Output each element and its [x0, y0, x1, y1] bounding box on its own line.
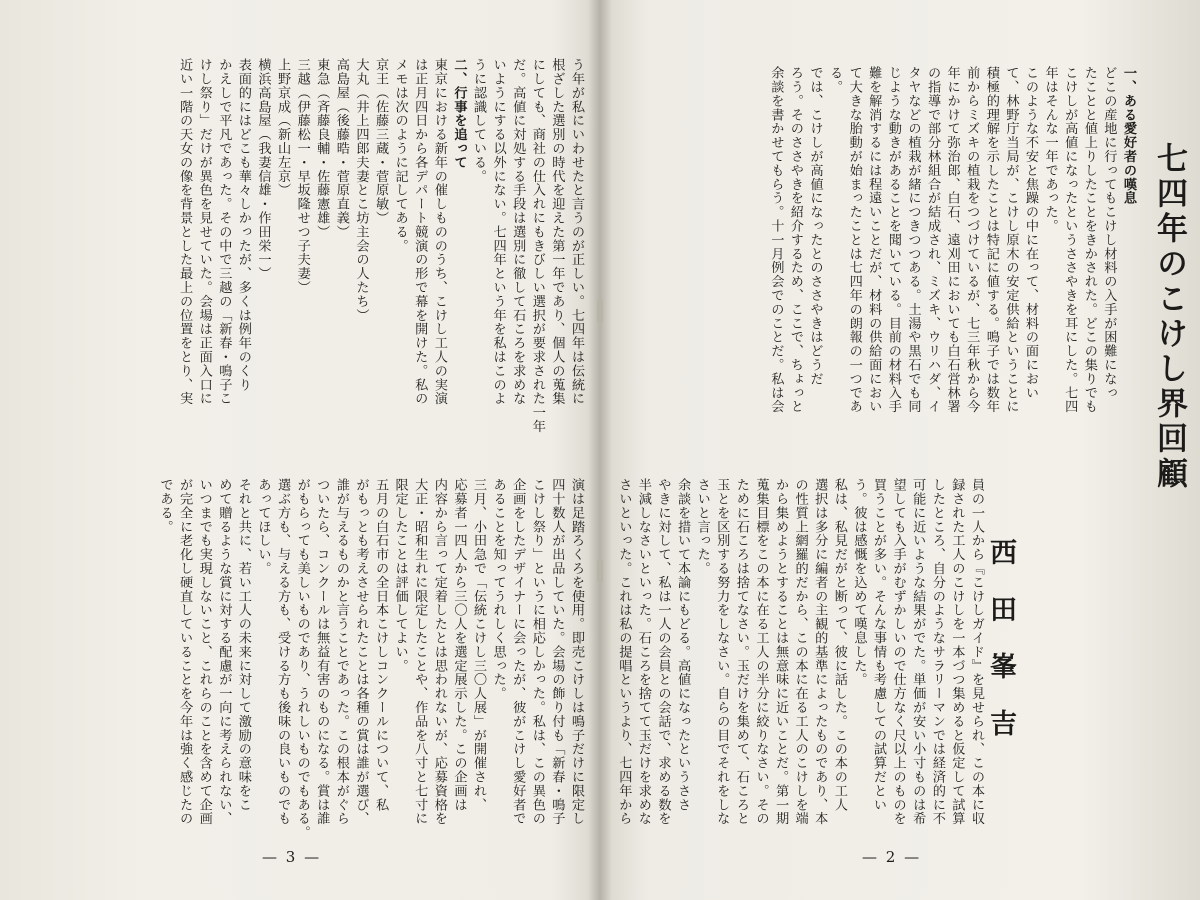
text-column: けし祭り」だけが異色を見せていた。会場は正面入口に [196, 58, 212, 406]
text-column: それと共に、若い工人の未来に対して激励の意味をこ [235, 478, 251, 812]
text-column: 高島屋（後藤晧・菅原直義） [333, 58, 349, 239]
text-column: が完全に老化し硬直していることを今年は強く感じたの [177, 478, 193, 826]
text-column: 限定したことは評価してよい。 [392, 478, 408, 673]
text-column: う。彼は感慨を込めて嘆息した。 [851, 478, 867, 687]
right-page [600, 0, 1200, 900]
text-column: メモは次のように記してある。 [392, 58, 408, 253]
text-column: にしても、商社の仕入れにもきびしい選択が要求された一年 [529, 58, 545, 434]
text-column: 難を解消するには程遠いことだが、材料の供給面におい [866, 66, 882, 414]
text-column: 前からミズキの植栽をつづけているが、七三年秋から今 [964, 66, 980, 414]
text-column: 選ぶ方も、与える方も、受ける方も後味の良いものでも [275, 478, 291, 826]
text-column: あることを知ってうれしく思った。 [490, 478, 506, 701]
section-heading: 二、行事を追って [451, 58, 467, 170]
text-column: て大きな胎動が始まったことは七四年の朗報の一つであ [846, 66, 862, 414]
text-column: 余談を書かせてもらう。十一月例会でのことだ。私は会 [768, 66, 784, 414]
text-column: 三月、小田急で「伝統こけし三〇人展」が開催され、 [471, 478, 487, 812]
text-column: たことと値上りしたことをきかされた。どこの集りでも [1081, 66, 1097, 414]
section-heading: 一、ある愛好者の嘆息 [1121, 66, 1136, 205]
text-column: めて贈るような賞に対する配慮が一向に考えられない、 [216, 478, 232, 826]
text-column: がもらっても美しいものであり、うれしいものでもある。 [294, 478, 310, 840]
text-column: である。 [157, 478, 173, 534]
author-name: 西田峯吉 [985, 538, 1016, 766]
text-column: 玉とを区別する努力をしなさい。自らの目でそれをしな [714, 478, 730, 826]
text-column: 上野京成（新山左京） [275, 58, 291, 197]
text-column: 京王（佐藤三蔵・菅原敏） [373, 58, 389, 225]
text-column: さいといった。これは私の提唱というより、七四年から [616, 478, 632, 826]
text-column: 五月の白石市の全日本こけしコンクールについて、私 [373, 478, 389, 812]
text-column: 近い一階の天女の像を背景とした最上の位置をとり、実 [177, 58, 193, 406]
text-column: 演は足踏ろくろを使用。即売こけしは鳴子だけに限定し [569, 478, 584, 826]
text-column: 録された工人のこけしを一本づつ集めると仮定して試算 [949, 478, 965, 826]
right-page-number: — 2 — [862, 848, 922, 866]
text-column: では、こけしが高値になったとのささやきはどうだ [807, 66, 823, 386]
text-column: このような不安と焦躁の中に在って、材料の面におい [1023, 66, 1039, 400]
text-column: て、林野庁当局が、こけし原木の安定供給ということに [1003, 66, 1019, 414]
text-column: だ。高値に対処する手段は選別に徹して石ころを求めな [510, 58, 526, 406]
text-column: ろう。そのささやきを紹介するため、ここで、ちょっと [787, 66, 803, 414]
text-column: 横浜高島屋（我妻信雄・作田栄一） [255, 58, 271, 281]
text-column: の性質上網羅的だから、この本に在る工人のこけしを端 [792, 478, 808, 826]
text-column: 誰が与えるものかと言うことであった。この根本がぐら [333, 478, 349, 826]
text-column: したところ、自分のようなサラリーマンでは経済的に不 [929, 478, 945, 826]
right-page-top-text [766, 66, 1138, 414]
text-column: 買うことが多い。そんな事情も考慮しての試算だとい [871, 478, 887, 812]
text-column: 根ざした選別の時代を迎えた第一年であり、個人の蒐集 [549, 58, 565, 406]
text-column: ために石ころは捨てなさい。玉だけを集めて、石ころと [733, 478, 749, 826]
left-page-top-text [175, 58, 586, 434]
text-column: タヤなどの植栽が緒につきつつある。土湯や黒石でも同 [905, 66, 921, 414]
text-column: 大正・昭和生れに限定したことや、作品を八寸と七寸に [412, 478, 428, 826]
text-column: 蒐集目標をこの本に在る工人の半分に絞りなさい。その [753, 478, 769, 826]
text-column: 余談を措いて本論にもどる。高値になったというささ [675, 478, 691, 812]
text-column: あってほしい。 [255, 478, 271, 576]
text-column: うに認識している。 [471, 58, 487, 184]
text-column: どこの産地に行ってもこけし材料の入手が困難になっ [1101, 66, 1117, 400]
text-column: の指導で部分林組合が結成され、ミズキ、ウリハダ、イ [925, 66, 941, 414]
text-column: いつまでも実現しないこと、これらのことを含めて企画 [196, 478, 212, 826]
text-column: 半減しなさいといった。石ころを捨てて玉だけを求めな [635, 478, 651, 826]
text-column: 年はそんな一年であった。 [1042, 66, 1058, 233]
text-column: 大丸（井上四郎夫妻とこ坊主会の人たち） [353, 58, 369, 323]
text-column: 望しても入手がむずかしいので仕方なく尺以上のものを [890, 478, 906, 826]
text-column: 四十数人が出品していた。会場の飾り付も「新春・鳴子 [549, 478, 565, 826]
text-column: こけしが高値になったというささやきを耳にした。七四 [1062, 66, 1078, 414]
text-column: こけし祭り」というに相応しかった。私は、この異色の [529, 478, 545, 826]
text-column: 積極的理解を示したことは特記に値する。鳴子では数年 [983, 66, 999, 414]
text-column: 年にかけて弥治郎、白石、遠刈田においても白石営林署 [944, 66, 960, 414]
text-column: 応募者一四人から三〇人を選定展示した。この企画は [451, 478, 467, 812]
right-page-bottom-text [614, 478, 986, 858]
text-column: 企画をしたデザイナーに会ったが、彼がこけし愛好者で [510, 478, 526, 826]
text-column: 東京における新年の催しもののうち、こけし工人の実演 [431, 58, 447, 406]
text-column: ついたら、コンクールは無益有害のものになる。賞は誰 [314, 478, 330, 826]
text-column: から集めようとすることは無意味に近いことだ。第一期 [773, 478, 789, 826]
text-column: さいと言った。 [694, 478, 710, 576]
text-column: やきに対して、私は一人の会員との会話で、求める数を [655, 478, 671, 826]
text-column: 選択は多分に編者の主観的基準によったものであり、本 [812, 478, 828, 826]
text-column: る。 [827, 66, 843, 94]
text-column: がもっとも考えさせられたことは各種の賞は誰が選び、 [353, 478, 369, 826]
text-column: いようにする以外にない。七四年という年を私はこのよ [490, 58, 506, 406]
text-column: じような動きがあることを聞いている。目前の材料入手 [885, 66, 901, 414]
text-column: は正月四日から各デパート競演の形で幕を開けた。私の [412, 58, 428, 406]
text-column: 東急（斉藤良輔・佐藤憲雄） [314, 58, 330, 239]
text-column: 表面的にはどこも華々しかったが、多くは例年のくり [235, 58, 251, 392]
text-column: 員の一人から『こけしガイド』を見せられ、この本に収 [969, 478, 984, 826]
text-column: 内容から言って定着したとは思われないが、応募資格を [431, 478, 447, 826]
text-column: かえしで平凡であった。その中で三越の「新春・鳴子こ [216, 58, 232, 406]
left-page-bottom-text [155, 478, 586, 858]
text-column: 可能に近いような結果がでた。単価が安い小寸ものは希 [910, 478, 926, 826]
text-column: う年が私にいわせたと言うのが正しい。七四年は伝統に [569, 58, 584, 406]
article-title: 七四年のこけし界回顧 [1151, 142, 1187, 492]
text-column: 私は、私見だがと断って、彼に話した。この本の工人 [831, 478, 847, 812]
text-column: 三越（伊藤松一・早坂隆せつ子夫妻） [294, 58, 310, 295]
left-page-number: — 3 — [262, 848, 322, 866]
